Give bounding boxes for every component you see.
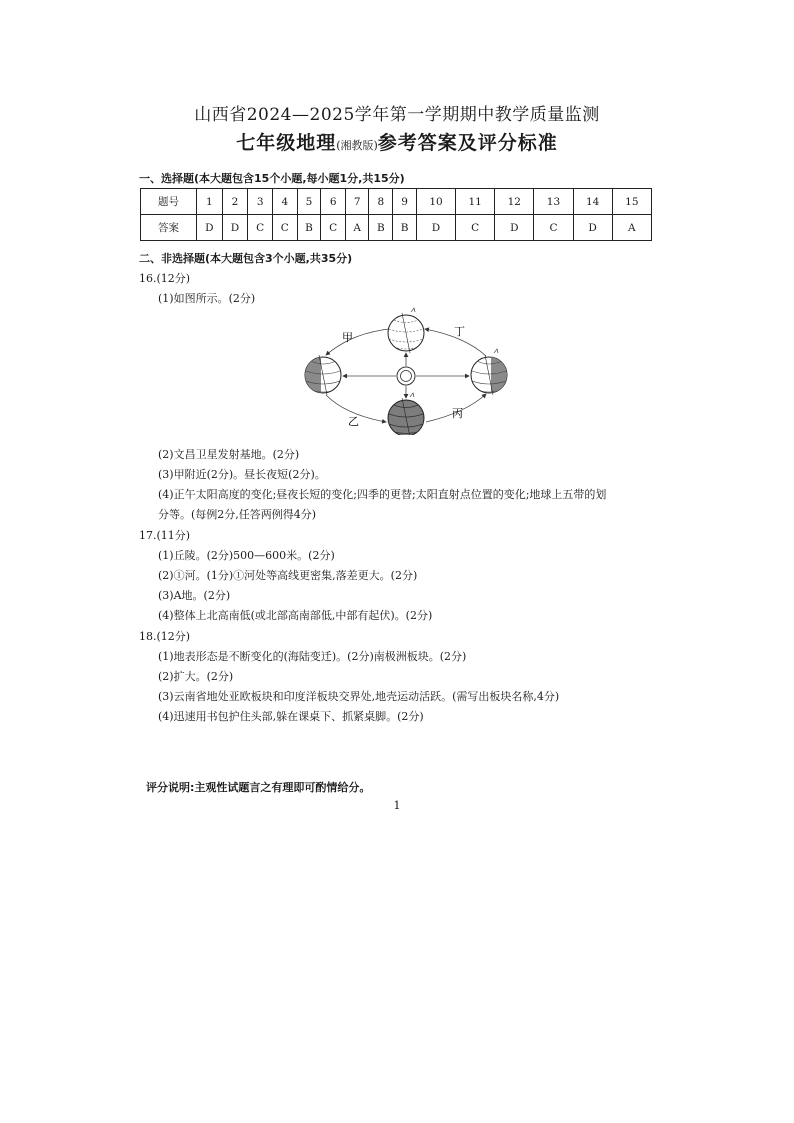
q16-part3: (3)甲附近(2分)。昼长夜短(2分)。 <box>158 468 326 481</box>
q16-part4-line1: (4)正午太阳高度的变化;昼夜长短的变化;四季的更替;太阳直射点位置的变化;地球上五带的划 <box>158 488 607 501</box>
answer-cell: B <box>297 215 321 241</box>
exam-title: 山西省2024—2025学年第一学期期中教学质量监测 <box>194 105 600 125</box>
label-yi: 乙 <box>348 415 359 428</box>
q17-part4: (4)整体上北高南低(或北部高南部低,中部有起伏)。(2分) <box>158 609 433 622</box>
q16-part4-line2: 分等。(每例2分,任答两例得4分) <box>158 508 317 521</box>
title-edition: (湘教版) <box>336 139 378 152</box>
q18-part1: (1)地表形态是不断变化的(海陆变迁)。(2分)南极洲板块。(2分) <box>158 650 467 663</box>
answer-cell: D <box>416 215 455 241</box>
answer-cell: C <box>272 215 297 241</box>
q18-part4: (4)迅速用书包护住头部,躲在课桌下、抓紧桌脚。(2分) <box>158 710 424 723</box>
earth-bottom-icon <box>388 393 424 435</box>
section-open-questions-heading: 二、非选择题(本大题包含3个小题,共35分) <box>139 252 353 265</box>
q16-part1: (1)如图所示。(2分) <box>158 292 256 305</box>
question-number: 7 <box>346 189 369 215</box>
question-number: 6 <box>321 189 346 215</box>
answer-cell: A <box>346 215 369 241</box>
section-multiple-choice-heading: 一、选择题(本大题包含15个小题,每小题1分,共15分) <box>139 172 405 185</box>
answer-cell: D <box>495 215 534 241</box>
question-number: 11 <box>456 189 495 215</box>
q18-part2: (2)扩大。(2分) <box>158 670 234 683</box>
answer-cell: A <box>612 215 651 241</box>
answer-cell: C <box>534 215 573 241</box>
label-bing: 丙 <box>452 407 463 420</box>
question-number: 1 <box>197 189 223 215</box>
q17-part2: (2)①河。(1分)①河处等高线更密集,落差更大。(2分) <box>158 569 418 582</box>
table-row-numbers <box>141 189 652 215</box>
answer-cell: B <box>369 215 393 241</box>
earth-right-icon <box>471 349 509 395</box>
answer-cell: D <box>573 215 612 241</box>
q17-part3: (3)A地。(2分) <box>158 589 231 602</box>
question-number: 9 <box>393 189 417 215</box>
label-ding: 丁 <box>454 325 465 338</box>
answer-cell: C <box>248 215 273 241</box>
earth-left-icon <box>305 355 341 395</box>
earth-orbit-diagram <box>296 305 516 435</box>
earth-top-icon <box>388 308 424 353</box>
answer-cell: D <box>197 215 223 241</box>
answer-cell: D <box>222 215 248 241</box>
answer-cell: B <box>393 215 417 241</box>
table-row-answers <box>141 215 652 241</box>
document-title <box>0 128 794 155</box>
scoring-note: 评分说明:主观性试题言之有理即可酌情给分。 <box>146 781 371 794</box>
row-label-answer: 答案 <box>141 215 197 241</box>
q17-part1: (1)丘陵。(2分)500—600米。(2分) <box>158 549 335 562</box>
title-rest: 参考答案及评分标准 <box>377 132 558 154</box>
orbit-arc-jia <box>326 329 389 355</box>
answer-cell: C <box>321 215 346 241</box>
question-number: 3 <box>248 189 273 215</box>
answer-cell: C <box>456 215 495 241</box>
q17-heading: 17.(11分) <box>139 529 191 542</box>
q18-part3: (3)云南省地处亚欧板块和印度洋板块交界处,地壳运动活跃。(需写出板块名称,4分) <box>158 690 560 703</box>
question-number: 14 <box>573 189 612 215</box>
page-number: 1 <box>393 799 401 812</box>
question-number: 2 <box>222 189 248 215</box>
question-number: 10 <box>416 189 455 215</box>
q18-heading: 18.(12分) <box>139 630 191 643</box>
label-jia: 甲 <box>342 331 353 344</box>
question-number: 4 <box>272 189 297 215</box>
title-subject: 七年级地理 <box>236 132 337 154</box>
question-number: 13 <box>534 189 573 215</box>
answer-table <box>140 188 652 241</box>
question-number: 8 <box>369 189 393 215</box>
question-number: 5 <box>297 189 321 215</box>
q16-heading: 16.(12分) <box>139 272 191 285</box>
row-label-number: 题号 <box>141 189 197 215</box>
q16-part2: (2)文昌卫星发射基地。(2分) <box>158 448 300 461</box>
question-number: 15 <box>612 189 651 215</box>
question-number: 12 <box>495 189 534 215</box>
